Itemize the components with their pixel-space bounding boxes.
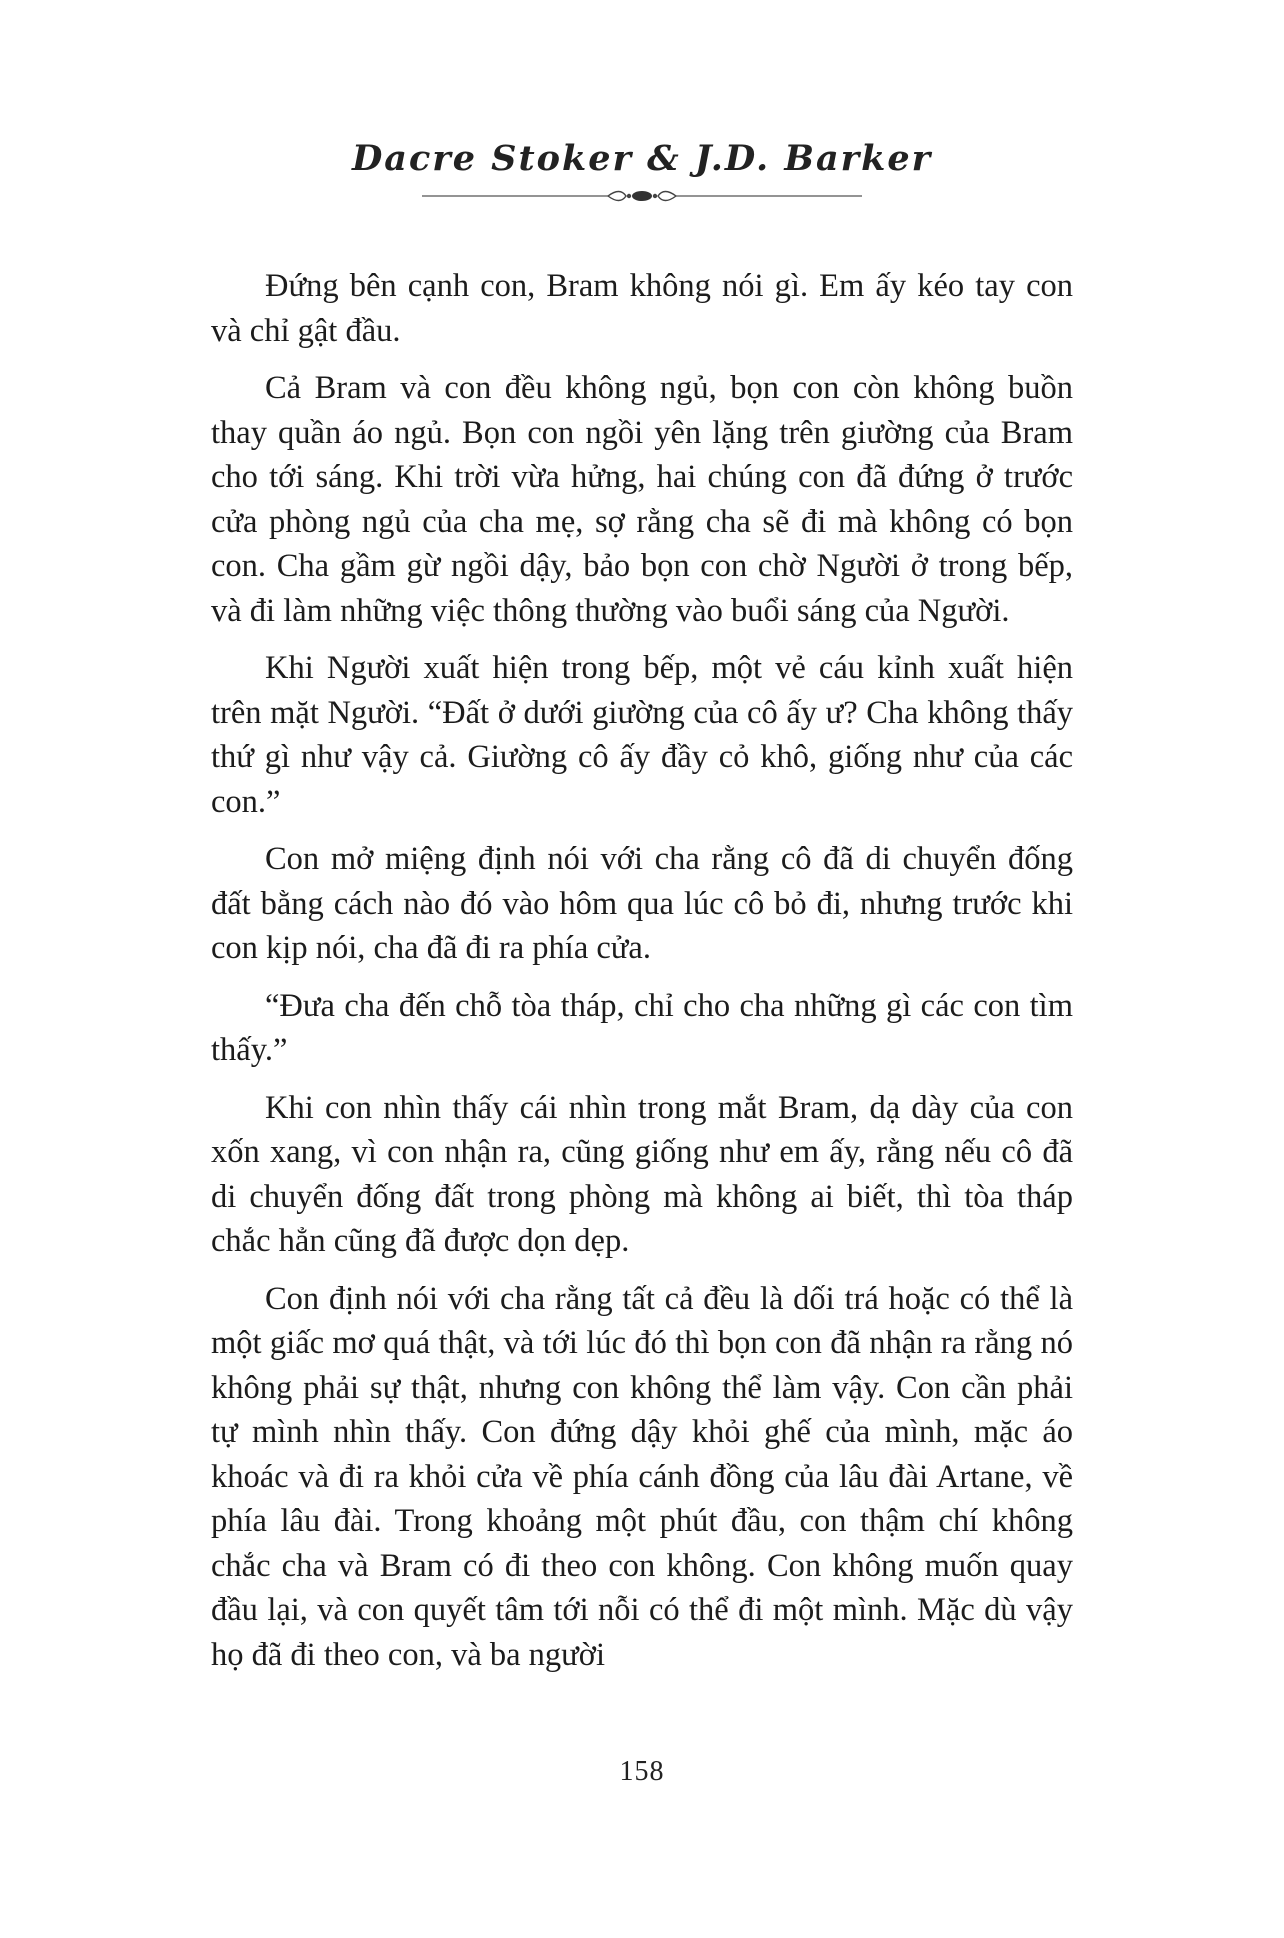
scroll-ornament-icon [422,187,862,205]
paragraph: Con định nói với cha rằng tất cả đều là dối trá hoặc có thể là một giấc mơ quá thật, và tới lúc đó thì bọn con đã nhận ra rằng nó không phải sự thật, nhưng con không thể làm vậy. Con cần phải tự mình nhìn thấy. Con đứng dậy khỏi ghế của mình, mặc áo khoác và đi ra khỏi cửa về phía cánh đồng của lâu đài Artane, về phía lâu đài. Trong khoảng một phút đầu, con thậm chí không chắc cha và Bram có đi theo con không. Con không muốn quay đầu lại, và con quyết tâm tới nỗi có thể đi một mình. Mặc dù vậy họ đã đi theo con, và ba người [211,1280,1073,1673]
body-text [211,264,1073,1690]
paragraph: Con mở miệng định nói với cha rằng cô đã di chuyển đống đất bằng cách nào đó vào hôm qua lúc cô bỏ đi, nhưng trước khi con kịp nói, cha đã đi ra phía cửa. [211,841,1073,966]
paragraph: Khi con nhìn thấy cái nhìn trong mắt Bram, dạ dày của con xốn xang, vì con nhận ra, cũng giống như em ấy, rằng nếu cô đã di chuyển đống đất trong phòng mà không ai biết, thì tòa tháp chắc hẳn cũng đã được dọn dẹp. [211,1089,1073,1259]
running-head-title: Dacre Stoker & J.D. Barker [351,138,933,179]
paragraph: Khi Người xuất hiện trong bếp, một vẻ cáu kỉnh xuất hiện trên mặt Người. “Đất ở dưới giường của cô ấy ư? Cha không thấy thứ gì như vậy cả. Giường cô ấy đầy cỏ khô, giống như của các con.” [211,650,1073,820]
paragraph: “Đưa cha đến chỗ tòa tháp, chỉ cho cha những gì các con tìm thấy.” [211,987,1073,1068]
paragraph: Cả Bram và con đều không ngủ, bọn con còn không buồn thay quần áo ngủ. Bọn con ngồi yên lặng trên giường của Bram cho tới sáng. Khi trời vừa hửng, hai chúng con đã đứng ở trước cửa phòng ngủ của cha mẹ, sợ rằng cha sẽ đi mà không có bọn con. Cha gầm gừ ngồi dậy, bảo bọn con chờ Người ở trong bếp, và đi làm những việc thông thường vào buổi sáng của Người. [211,370,1073,629]
running-header [0,138,1284,205]
paragraph: Đứng bên cạnh con, Bram không nói gì. Em ấy kéo tay con và chỉ gật đầu. [211,268,1073,349]
page-number: 158 [619,1756,665,1787]
